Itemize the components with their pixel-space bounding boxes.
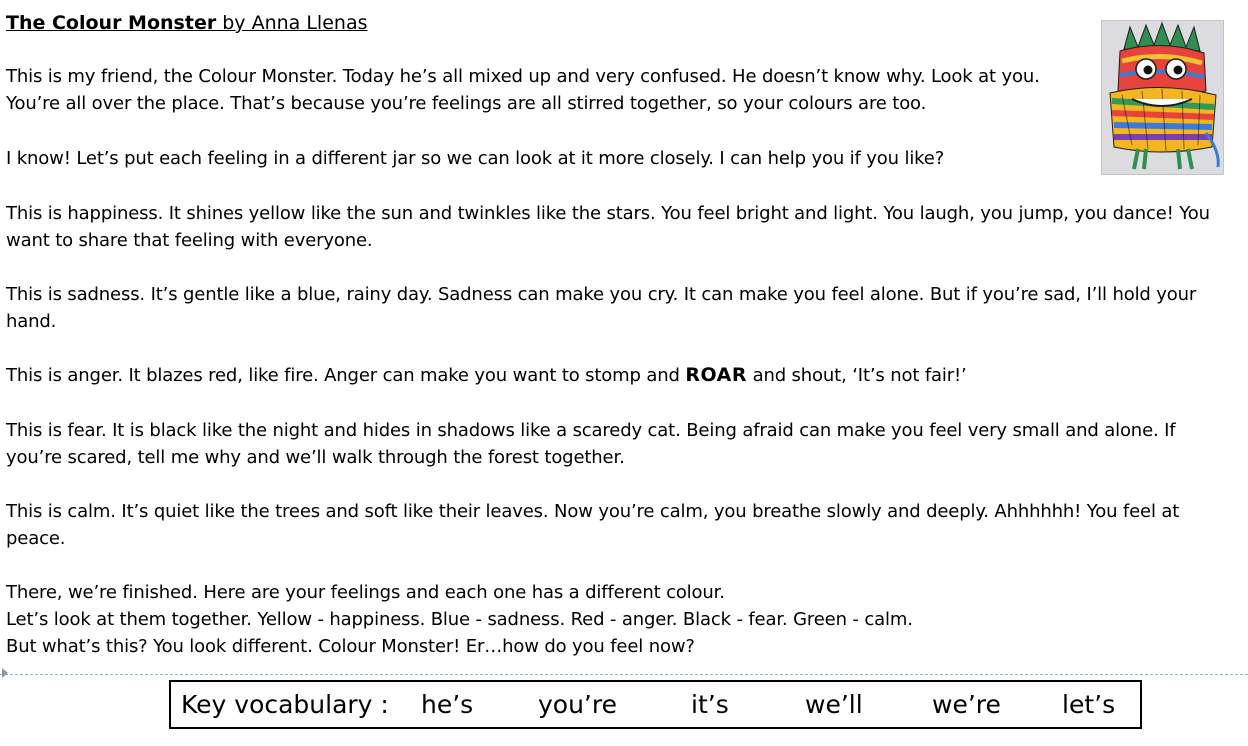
paragraph-calm (6, 498, 1248, 552)
text-line: you’re scared, tell me why and we’ll walk through the forest together. (6, 447, 625, 468)
paragraph-happiness (6, 200, 1248, 254)
paragraph-finished (6, 579, 1248, 660)
monster-drawing (1102, 21, 1223, 174)
title-line (6, 10, 368, 36)
text-line: This is calm. It’s quiet like the trees and soft like their leaves. Now you’re calm, you breathe slowly and deeply. Ahhhhhh! You feel at (6, 501, 1180, 522)
text-line: There, we’re finished. Here are your feelings and each one has a different colour. (6, 582, 725, 603)
vocabulary-label: Key vocabulary : (181, 690, 389, 719)
text-line: You’re all over the place. That’s because you’re feelings are all stirred together, so your colours are too. (6, 93, 927, 114)
anger-text-before: This is anger. It blazes red, like fire. Anger can make you want to stomp and (6, 365, 686, 386)
text-line: This is fear. It is black like the night and hides in shadows like a scaredy cat. Being afraid can make you feel very small and alone. If (6, 420, 1176, 441)
text-line: This is my friend, the Colour Monster. Today he’s all mixed up and very confused. He doesn’t know why. Look at you. (6, 66, 1040, 87)
anger-text-after: and shout, ‘It’s not fair!’ (747, 365, 967, 386)
text-line: want to share that feeling with everyone. (6, 230, 373, 251)
expand-arrow-icon[interactable] (2, 668, 8, 678)
text-line: This is sadness. It’s gentle like a blue, rainy day. Sadness can make you cry. It can make you feel alone. But if you’re sad, I’ll hold your (6, 284, 1197, 305)
paragraph-jars (6, 145, 1096, 172)
text-line: I know! Let’s put each feeling in a different jar so we can look at it more closely. I can help you if you like? (6, 148, 945, 169)
text-line: But what’s this? You look different. Colour Monster! Er…how do you feel now? (6, 636, 695, 657)
paragraph-intro (6, 63, 1096, 117)
text-line: peace. (6, 528, 66, 549)
paragraph-sadness (6, 281, 1248, 335)
book-author: by Anna Llenas (216, 12, 368, 34)
vocabulary-word: it’s (691, 690, 729, 719)
book-title: The Colour Monster (6, 12, 217, 34)
text-line: hand. (6, 311, 57, 332)
vocabulary-word: let’s (1062, 690, 1116, 719)
key-vocabulary-box (169, 680, 1142, 729)
vocabulary-word: we’re (932, 690, 1001, 719)
vocabulary-word: he’s (421, 690, 474, 719)
colour-monster-illustration (1101, 20, 1224, 175)
text-line: This is happiness. It shines yellow like the sun and twinkles like the stars. You feel bright and light. You laugh, you jump, you dance! You (6, 203, 1210, 224)
paragraph-anger (6, 362, 1248, 389)
page-divider (0, 674, 1248, 675)
vocabulary-word: we’ll (805, 690, 863, 719)
roar-emphasis: ROAR (685, 364, 747, 386)
paragraph-fear (6, 417, 1248, 471)
vocabulary-word: you’re (538, 690, 617, 719)
text-line: Let’s look at them together. Yellow - happiness. Blue - sadness. Red - anger. Black - fear. Green - calm. (6, 609, 913, 630)
text-line (6, 362, 1248, 389)
